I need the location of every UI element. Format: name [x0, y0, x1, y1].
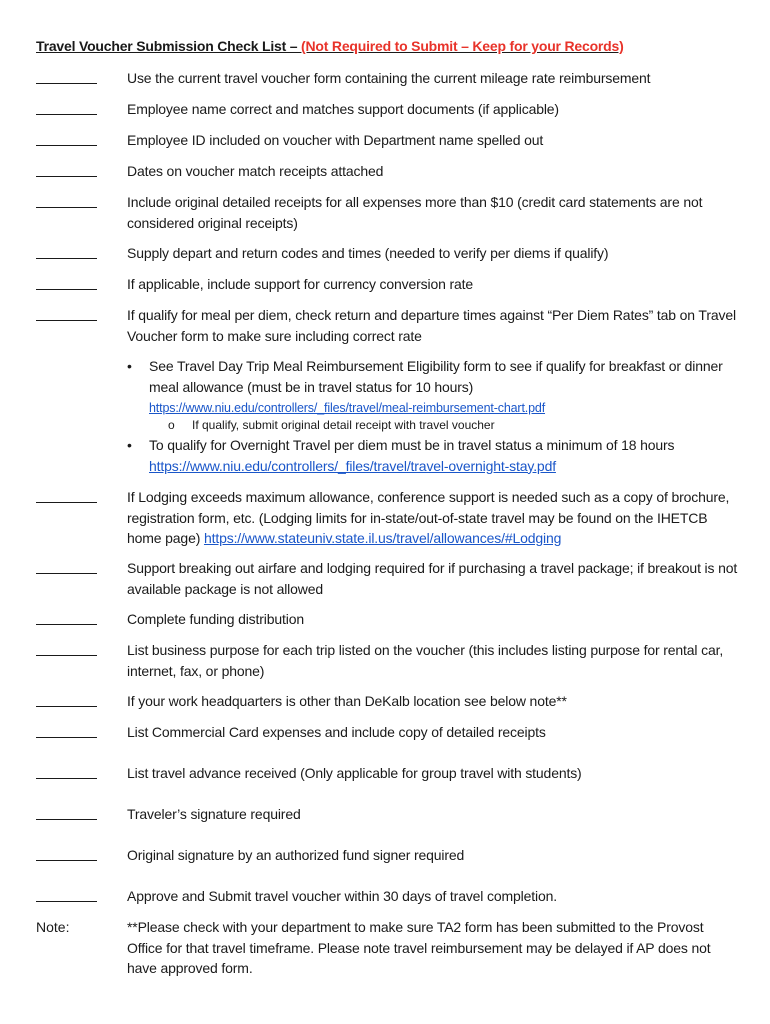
check-blank[interactable]: [36, 778, 97, 779]
overnight-stay-link[interactable]: https://www.niu.edu/controllers/_files/travel/travel-overnight-stay.pdf: [149, 457, 556, 474]
bullet-text: See Travel Day Trip Meal Reimbursement Eligibility form to see if qualify for breakfast or dinner meal allowance (must be in travel status for 10 hours): [149, 358, 723, 395]
check-blank[interactable]: [36, 83, 97, 84]
page-title: [36, 38, 624, 54]
check-blank[interactable]: [36, 289, 97, 290]
check-blank[interactable]: [36, 573, 97, 574]
meal-chart-link[interactable]: https://www.niu.edu/controllers/_files/travel/meal-reimbursement-chart.pdf: [149, 401, 546, 415]
check-blank[interactable]: [36, 258, 97, 259]
item-text: Supply depart and return codes and times (needed to verify per diems if qualify): [127, 245, 609, 261]
item-text: Traveler’s signature required: [127, 806, 301, 822]
item-text: Support breaking out airfare and lodging required for if purchasing a travel package; if breakout is not available package is not allowed: [127, 560, 738, 597]
check-blank[interactable]: [36, 860, 97, 861]
check-blank[interactable]: [36, 145, 97, 146]
item-text: Dates on voucher match receipts attached: [127, 163, 384, 179]
check-blank[interactable]: [36, 207, 97, 208]
title-highlight: (Not Required to Submit – Keep for your Records): [301, 38, 624, 54]
item-text: Original signature by an authorized fund signer required: [127, 847, 465, 863]
note-label: Note:: [36, 919, 70, 935]
note-text: **Please check with your department to make sure TA2 form has been submitted to the Provost Office for that travel timeframe. Please note travel reimbursement may be delayed if AP does not have approved form.: [127, 919, 711, 976]
check-blank[interactable]: [36, 114, 97, 115]
item-text: Include original detailed receipts for all expenses more than $10 (credit card statements are not considered original receipts): [127, 194, 703, 231]
check-blank[interactable]: [36, 624, 97, 625]
item-text: Use the current travel voucher form containing the current mileage rate reimbursement: [127, 70, 651, 86]
item-text: Employee ID included on voucher with Department name spelled out: [127, 132, 544, 148]
item-text: Complete funding distribution: [127, 611, 304, 627]
sub-bullet-text: If qualify, submit original detail receipt with travel voucher: [192, 418, 495, 432]
bullet-text: To qualify for Overnight Travel per diem must be in travel status a minimum of 18 hours: [149, 437, 675, 453]
item-text: If qualify for meal per diem, check return and departure times against “Per Diem Rates” tab on Travel Voucher form to make sure including correct rate: [127, 307, 736, 344]
check-blank[interactable]: [36, 320, 97, 321]
check-blank[interactable]: [36, 737, 97, 738]
item-text: Employee name correct and matches support documents (if applicable): [127, 101, 559, 117]
item-text-body: If Lodging exceeds maximum allowance, conference support is needed such as a copy of brochure, registration form, etc. (Lodging limits for in-state/out-of-state travel may be found on the IHETCB home page): [127, 489, 730, 546]
bullet-icon: •: [127, 358, 132, 374]
item-text: List Commercial Card expenses and include copy of detailed receipts: [127, 724, 546, 740]
check-blank[interactable]: [36, 502, 97, 503]
check-blank[interactable]: [36, 901, 97, 902]
item-text: List travel advance received (Only applicable for group travel with students): [127, 765, 582, 781]
bullet-icon: •: [127, 437, 132, 453]
item-text: Approve and Submit travel voucher within 30 days of travel completion.: [127, 888, 557, 904]
check-blank[interactable]: [36, 655, 97, 656]
item-text: If your work headquarters is other than DeKalb location see below note**: [127, 693, 567, 709]
item-text: If applicable, include support for currency conversion rate: [127, 276, 474, 292]
item-text: List business purpose for each trip listed on the voucher (this includes listing purpose for rental car, internet, fax, or phone): [127, 642, 724, 679]
sub-bullet-icon: o: [168, 418, 175, 432]
item-text: [127, 487, 742, 549]
check-blank[interactable]: [36, 706, 97, 707]
lodging-link[interactable]: https://www.stateuniv.state.il.us/travel/allowances/#Lodging: [203, 530, 562, 546]
check-blank[interactable]: [36, 819, 97, 820]
title-main: Travel Voucher Submission Check List –: [36, 38, 302, 54]
check-blank[interactable]: [36, 176, 97, 177]
